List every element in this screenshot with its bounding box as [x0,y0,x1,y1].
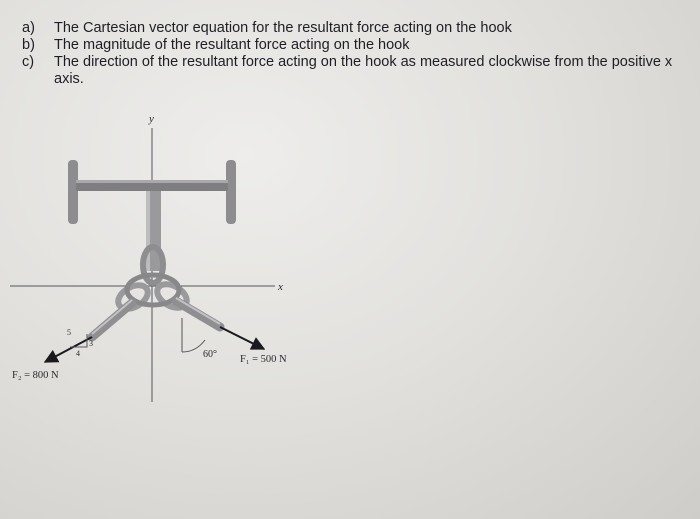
x-axis-label: x [278,281,283,293]
triangle-hyp-label: 5 [67,328,71,337]
question-text: The Cartesian vector equation for the resultant force acting on the hook [54,20,512,36]
right-support-plate [226,160,236,224]
f2-arrow [45,337,92,362]
question-text: The magnitude of the resultant force acting on the hook [54,37,410,53]
question-label: c) [22,54,35,70]
question-label: b) [22,37,35,53]
f2-label: F₂ = 800 N [12,370,59,381]
question-text: The direction of the resultant force acting on the hook as measured clockwise from the positive x axis. [54,54,673,87]
f2-rod [92,303,132,337]
question-label: a) [22,20,35,36]
triangle-horiz-label: 4 [76,349,80,358]
angle-arc [182,340,205,352]
f1-arrow [220,327,264,349]
triangle-vert-label: 3 [89,339,93,348]
angle-label: 60° [203,349,217,360]
y-axis-label: y [149,113,154,125]
f1-rod [176,301,220,327]
left-support-plate [68,160,78,224]
f1-label: F₁ = 500 N [240,354,287,365]
